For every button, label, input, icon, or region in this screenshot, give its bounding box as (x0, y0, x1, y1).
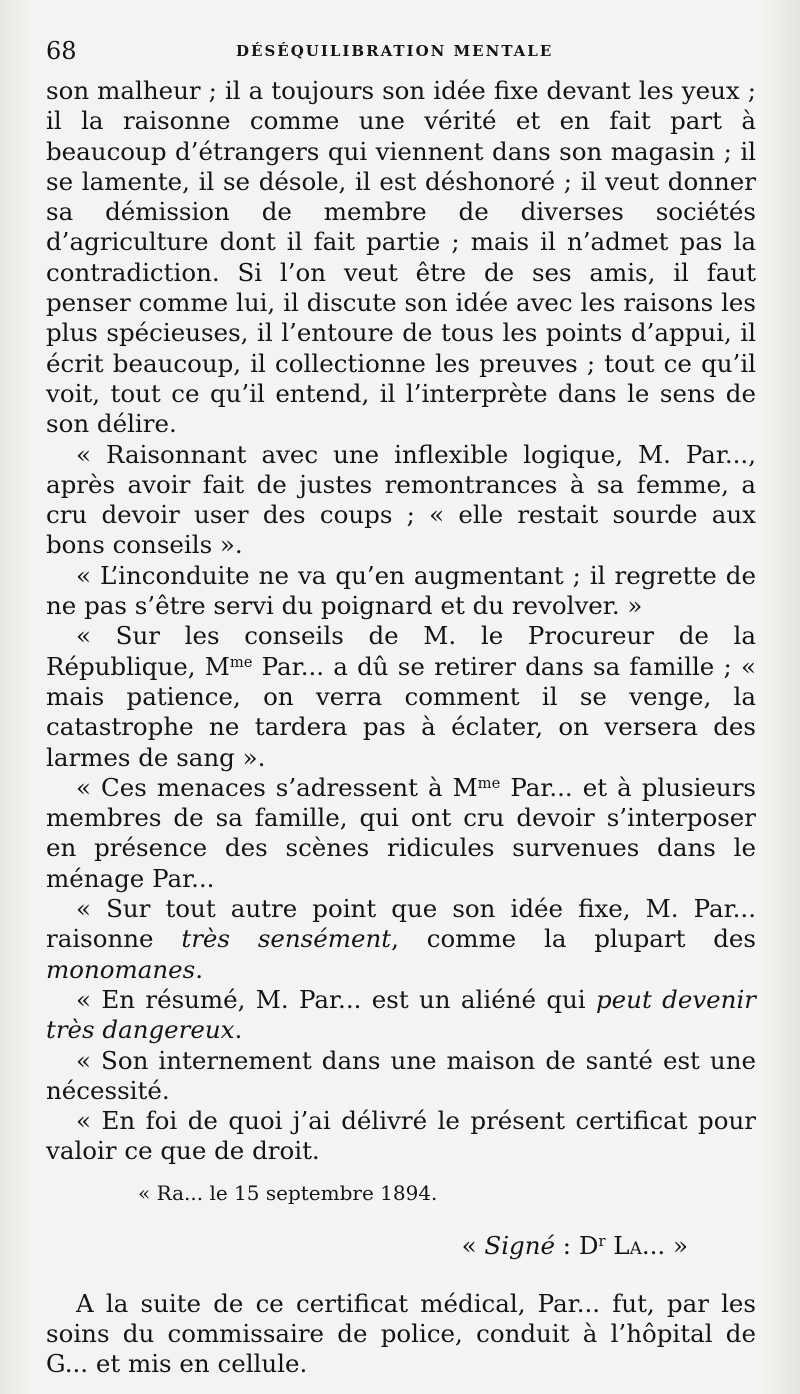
paragraph-7-text-a: « En résumé, M. Par... est un aliéné qui (76, 984, 596, 1014)
paragraph-6 (46, 894, 756, 985)
certificate-date: « Ra... le 15 septembre 1894. (138, 1180, 438, 1205)
paragraph-7-italic: peut devenir très dangereux (46, 984, 756, 1045)
running-head (46, 36, 766, 66)
paragraph-6-text-b: , comme la plupart des (391, 924, 757, 954)
paragraph-4-superscript: me (229, 653, 253, 671)
paragraph-4 (46, 621, 756, 772)
paragraph-5-text-a: « Ces menaces s’adressent à M (76, 772, 478, 802)
signature-line (46, 1231, 756, 1261)
paragraph-5-text-b: Par... et à plusieurs membres de sa famille, qui ont cru devoir s’interposer en présence des scènes ridicules survenues dans le ménage Par... (46, 772, 756, 893)
paragraph-4-text-a: « Sur les conseils de M. le Procureur de la République, M (46, 621, 756, 681)
signature-signed: Signé (484, 1230, 555, 1260)
paragraph-7-text-b: . (234, 1015, 243, 1045)
paragraph-10: A la suite de ce certificat médical, Par... fut, par les soins du commissaire de police, conduit à l’hôpital de G... et mis en cellule. (46, 1288, 756, 1379)
page-number: 68 (46, 37, 77, 65)
paragraph-2: « Raisonnant avec une inflexible logique, M. Par..., après avoir fait de justes remontrances à sa femme, a cru devoir user des coups ; « elle restait sourde aux bons conseils ». (46, 439, 756, 560)
paragraph-6-italic-1: très sensément (181, 924, 392, 954)
paragraph-1: son malheur ; il a toujours son idée fixe devant les yeux ; il la raisonne comme une vérité et en fait part à beaucoup d’étrangers qui viennent dans son magasin ; il se lamente, il se désole, il est déshonoré ; il veut donner sa démission de membre de diverses sociétés d’agriculture dont il fait partie ; mais il n’admet pas la contradiction. Si l’on veut être de ses amis, il faut penser comme lui, il discute son idée avec les raisons les plus spécieuses, il l’entoure de tous les points d’appui, il écrit beaucoup, il collectionne les preuves ; tout ce qu’il voit, tout ce qu’il entend, il l’interprète dans le sens de son délire. (46, 76, 756, 439)
paragraph-3: « L’inconduite ne va qu’en augmentant ; il regrette de ne pas s’être servi du poignard et du revolver. » (46, 560, 756, 621)
paragraph-6-text-c: . (195, 954, 203, 984)
paragraph-7 (46, 985, 756, 1046)
paragraph-9: « En foi de quoi j’ai délivré le présent certificat pour valoir ce que de droit. (46, 1106, 756, 1166)
signature-name: La... » (605, 1230, 688, 1260)
paragraph-6-text-a: « Sur tout autre point que son idée fixe, M. Par... raisonne (46, 894, 756, 954)
running-title: DÉSÉQUILIBRATION MENTALE (236, 42, 554, 60)
paragraph-5 (46, 773, 756, 894)
signature-open-quote: « (461, 1230, 485, 1260)
paragraph-4-text-b: Par... a dû se retirer dans sa famille ; « mais patience, on verra comment il se venge, la catastrophe ne tardera pas à éclater, on versera des larmes de sang ». (46, 651, 757, 772)
paragraph-8: « Son internement dans une maison de santé est une nécessité. (46, 1045, 756, 1105)
body-text (46, 76, 756, 1380)
signature-doctor: : D (555, 1230, 599, 1260)
signature-superscript: r (598, 1232, 606, 1250)
paragraph-5-superscript: me (477, 774, 501, 792)
paragraph-6-italic-2: monomanes (46, 954, 196, 984)
